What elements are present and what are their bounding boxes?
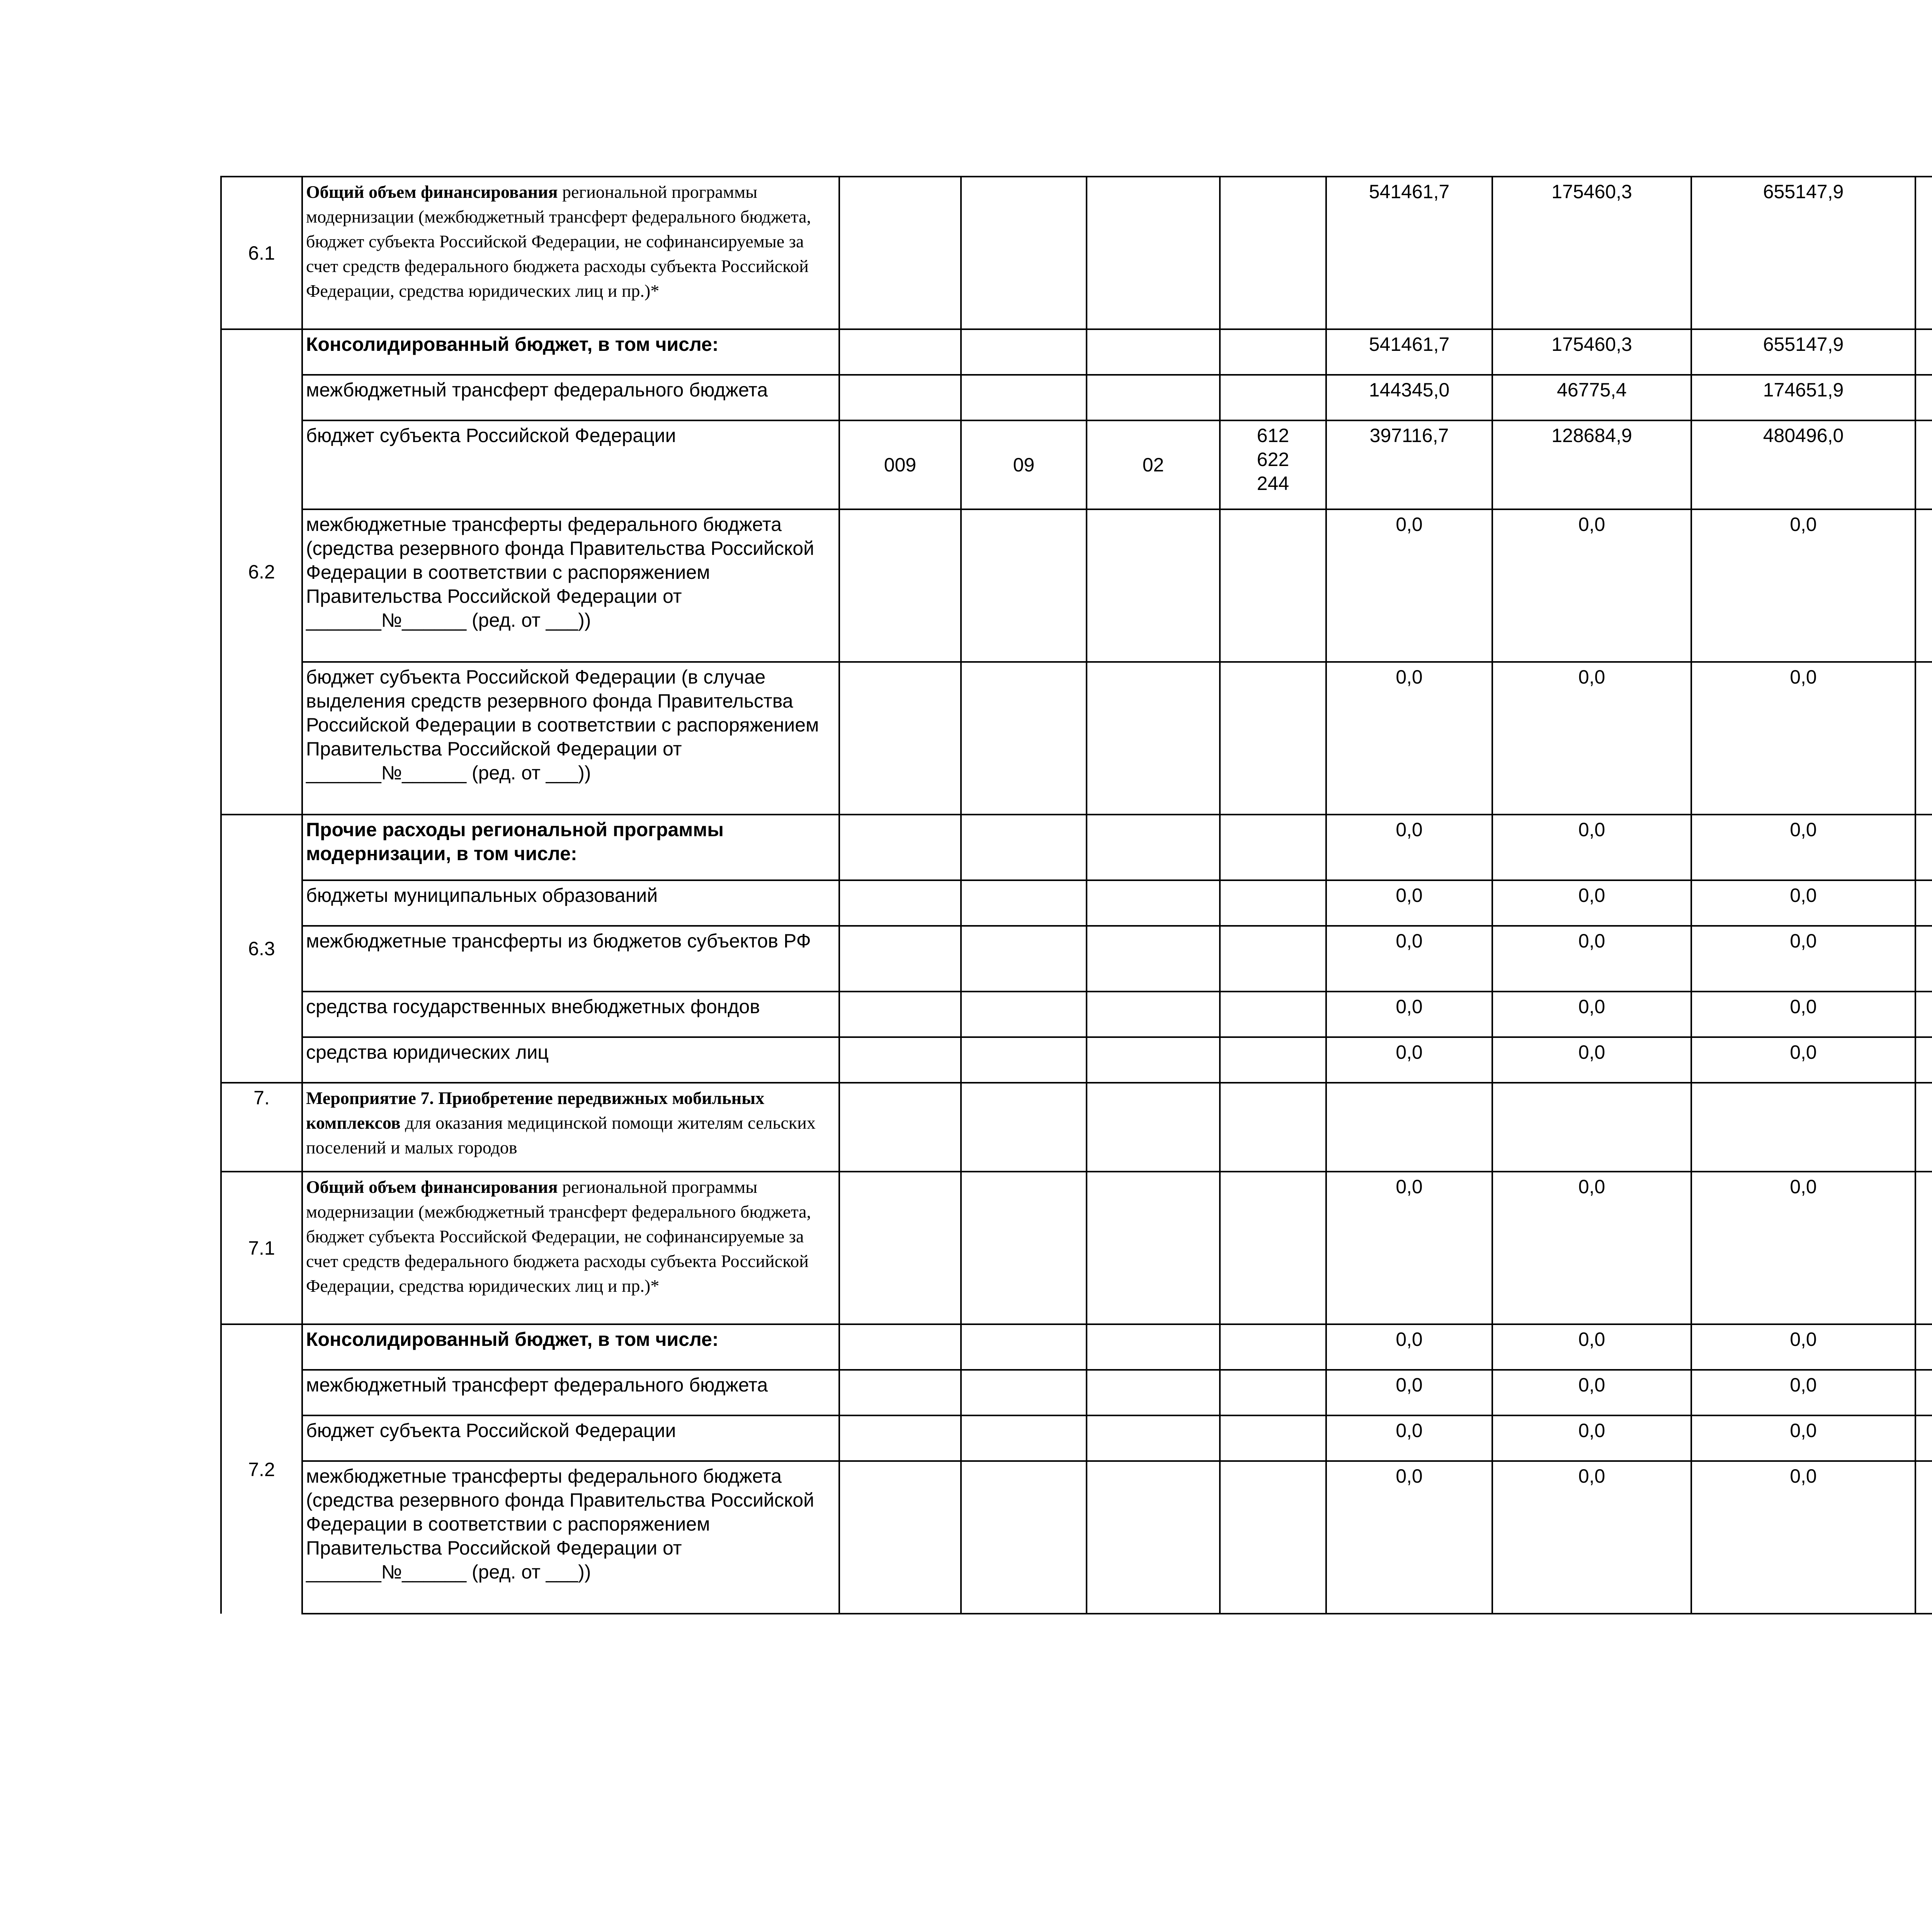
value-cell: 0,0 [1691, 1172, 1915, 1324]
value-cell: 0,0 [1492, 1037, 1691, 1083]
value-cell: 0,0 [1492, 1461, 1691, 1614]
code-cell: 009 [839, 420, 961, 509]
value-cell [1915, 509, 1932, 662]
row-description-text: региональной программы модернизации (межбюджетный трансферт федерального бюджета, бюджет субъекта Российской Федерации, не софинансируемые за счет средств федерального бюджета расходы субъекта Российской Федерации, средства юридических лиц и пр.)* [306, 1177, 811, 1296]
value-cell: 175460,3 [1492, 329, 1691, 375]
value-cell: 0,0 [1492, 815, 1691, 880]
code-cell: 09 [961, 420, 1087, 509]
value-cell: 397116,7 [1326, 420, 1492, 509]
value-cell [1915, 1415, 1932, 1461]
value-cell: 0,0 [1691, 1415, 1915, 1461]
value-cell [1915, 420, 1932, 509]
value-cell: 0,0 [1326, 1172, 1492, 1324]
value-cell: 0,0 [1492, 880, 1691, 926]
code-line: 612 [1257, 425, 1289, 446]
table-row [221, 1370, 1932, 1415]
code-line: 244 [1257, 473, 1289, 494]
table-row [221, 815, 1932, 880]
value-cell: 0,0 [1326, 815, 1492, 880]
table-row [221, 1083, 1932, 1172]
row-label: межбюджетный трансферт федерального бюджета [302, 375, 839, 420]
value-cell [1915, 880, 1932, 926]
table-row [221, 177, 1932, 329]
table-row [221, 329, 1932, 375]
code-cell-list [1220, 420, 1326, 509]
row-label: межбюджетные трансферты из бюджетов субъектов РФ [302, 926, 839, 992]
row-label: Прочие расходы региональной программы модернизации, в том числе: [302, 815, 839, 880]
row-label: бюджет субъекта Российской Федерации [302, 1415, 839, 1461]
value-cell: 128684,9 [1492, 420, 1691, 509]
row-label: Консолидированный бюджет, в том числе: [302, 329, 839, 375]
value-cell [1915, 1324, 1932, 1370]
value-cell: 0,0 [1492, 1415, 1691, 1461]
table-row [221, 880, 1932, 926]
value-cell: 175460,3 [1492, 177, 1691, 329]
row-label: межбюджетные трансферты федерального бюджета (средства резервного фонда Правительства Российской Федерации в соответствии с распоряжением Правительства Российской Федерации от _______№______ (ред. от ___)) [302, 1461, 839, 1614]
value-cell: 0,0 [1691, 992, 1915, 1037]
value-cell [1915, 815, 1932, 880]
row-description-bold: Мероприятие 7. Приобретение передвижных мобильных комплексов [306, 1088, 765, 1133]
table-row [221, 1324, 1932, 1370]
value-cell: 0,0 [1691, 880, 1915, 926]
table-row [221, 662, 1932, 815]
row-description [302, 177, 839, 329]
value-cell: 0,0 [1691, 509, 1915, 662]
row-label: средства государственных внебюджетных фондов [302, 992, 839, 1037]
row-number: 6.3 [221, 815, 302, 1083]
value-cell: 0,0 [1492, 926, 1691, 992]
value-cell: 0,0 [1492, 1370, 1691, 1415]
value-cell: 0,0 [1492, 992, 1691, 1037]
table-row [221, 420, 1932, 509]
value-cell [1915, 992, 1932, 1037]
value-cell: 0,0 [1691, 1461, 1915, 1614]
table-row [221, 926, 1932, 992]
row-number: 6.1 [221, 177, 302, 329]
value-cell: 541461,7 [1326, 329, 1492, 375]
table-row [221, 1037, 1932, 1083]
value-cell: 0,0 [1691, 926, 1915, 992]
row-number: 7. [221, 1083, 302, 1172]
value-cell: 0,0 [1492, 662, 1691, 815]
value-cell [1915, 1172, 1932, 1324]
value-cell: 0,0 [1691, 662, 1915, 815]
row-label: межбюджетные трансферты федерального бюджета (средства резервного фонда Правительства Российской Федерации в соответствии с распоряжением Правительства Российской Федерации от _______№______ (ред. от ___)) [302, 509, 839, 662]
value-cell [1915, 375, 1932, 420]
value-cell: 0,0 [1492, 509, 1691, 662]
value-cell: 655147,9 [1691, 177, 1915, 329]
value-cell [1915, 329, 1932, 375]
value-cell: 0,0 [1691, 1370, 1915, 1415]
budget-table [220, 176, 1932, 1614]
value-cell [1915, 1037, 1932, 1083]
row-label: бюджеты муниципальных образований [302, 880, 839, 926]
row-description-bold: Общий объем финансирования [306, 182, 558, 202]
table-row [221, 1172, 1932, 1324]
table-row [221, 1415, 1932, 1461]
value-cell [1915, 1370, 1932, 1415]
row-description-text: региональной программы модернизации (межбюджетный трансферт федерального бюджета, бюджет субъекта Российской Федерации, не софинансируемые за счет средств федерального бюджета расходы субъекта Российской Федерации, средства юридических лиц и пр.)* [306, 182, 811, 301]
table-row [221, 375, 1932, 420]
row-label: бюджет субъекта Российской Федерации (в случае выделения средств резервного фонда Правительства Российской Федерации в соответствии с распоряжением Правительства Российской Федерации от _______№______ (ред. от ___)) [302, 662, 839, 815]
row-number: 7.1 [221, 1172, 302, 1324]
value-cell: 0,0 [1691, 1037, 1915, 1083]
value-cell: 0,0 [1326, 992, 1492, 1037]
row-label: средства юридических лиц [302, 1037, 839, 1083]
row-description-bold: Общий объем финансирования [306, 1177, 558, 1197]
value-cell: 0,0 [1326, 880, 1492, 926]
value-cell: 0,0 [1326, 1461, 1492, 1614]
code-cell: 02 [1087, 420, 1220, 509]
value-cell: 0,0 [1326, 662, 1492, 815]
value-cell: 46775,4 [1492, 375, 1691, 420]
value-cell: 174651,9 [1691, 375, 1915, 420]
row-number: 7.2 [221, 1324, 302, 1614]
table-row [221, 992, 1932, 1037]
row-label: межбюджетный трансферт федерального бюджета [302, 1370, 839, 1415]
value-cell [1915, 1461, 1932, 1614]
value-cell [1915, 177, 1932, 329]
row-description-text: для оказания медицинской помощи жителям сельских поселений и малых городов [306, 1113, 816, 1157]
row-label: Консолидированный бюджет, в том числе: [302, 1324, 839, 1370]
table-row [221, 1461, 1932, 1614]
value-cell: 480496,0 [1691, 420, 1915, 509]
value-cell: 655147,9 [1691, 329, 1915, 375]
value-cell: 0,0 [1492, 1324, 1691, 1370]
value-cell [1915, 662, 1932, 815]
value-cell: 0,0 [1326, 509, 1492, 662]
value-cell: 144345,0 [1326, 375, 1492, 420]
code-line: 622 [1257, 449, 1289, 470]
table-row [221, 509, 1932, 662]
value-cell: 0,0 [1326, 1370, 1492, 1415]
value-cell: 0,0 [1492, 1172, 1691, 1324]
value-cell: 541461,7 [1326, 177, 1492, 329]
value-cell: 0,0 [1691, 1324, 1915, 1370]
value-cell: 0,0 [1326, 1324, 1492, 1370]
value-cell: 0,0 [1691, 815, 1915, 880]
row-label: бюджет субъекта Российской Федерации [302, 420, 839, 509]
value-cell: 0,0 [1326, 1415, 1492, 1461]
value-cell: 0,0 [1326, 926, 1492, 992]
row-description [302, 1083, 839, 1172]
value-cell: 0,0 [1326, 1037, 1492, 1083]
row-description [302, 1172, 839, 1324]
row-number: 6.2 [221, 329, 302, 815]
value-cell [1915, 926, 1932, 992]
